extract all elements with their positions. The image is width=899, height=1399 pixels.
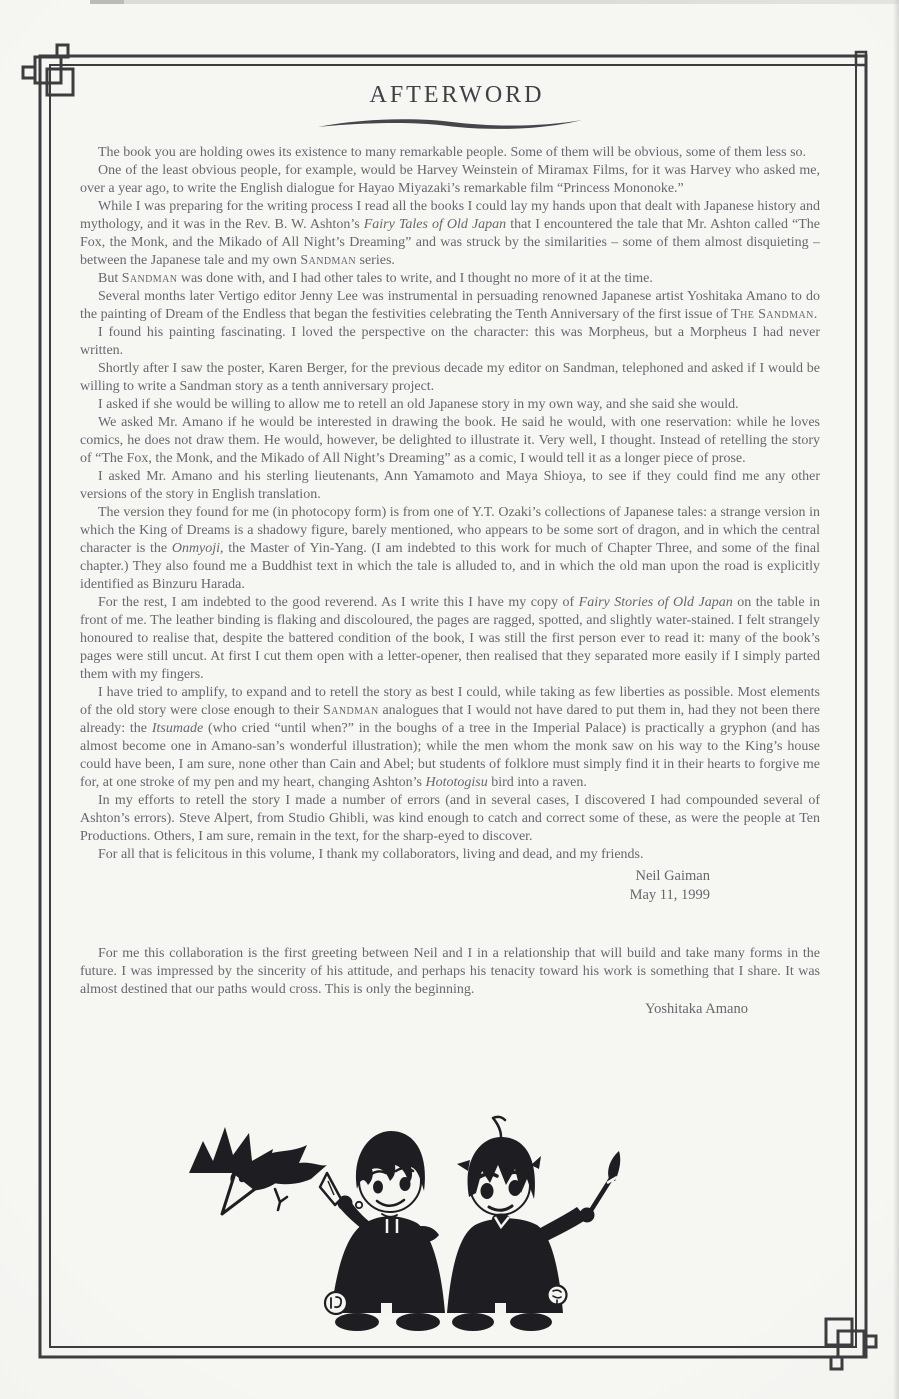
paragraph: For me this collaboration is the first greeting between Neil and I in a relationship that will build and take many forms in the future. I was impressed by the sincerity of his attitude, and perhaps his tenacity toward his work is something that I share. It was almost destined that our paths would cross. This is only the beginning. [80,946,820,997]
raven-icon [189,1127,327,1214]
signature-name: Neil Gaiman [635,868,710,884]
paragraph: For all that is felicitous in this volume, I thank my collaborators, living and dead, and my friends. [98,847,644,862]
paragraph: We asked Mr. Amano if he would be interested in drawing the book. He said he would, with one reservation: while he loves comics, he does not draw them. He would, however, be delighted to illustrate it. Very well, I thought. Instead of retelling the story of “The Fox, the Monk, and the Mikado of All Night’s Dreaming” as a comic, I would tell it as a longer piece of prose. [80,415,820,466]
signature-name: Yoshitaka Amano [645,1001,748,1017]
paragraph: Shortly after I saw the poster, Karen Berger, for the previous decade my editor on Sandman, telephoned and asked if I would be willing to write a Sandman story as a tenth anniversary project. [80,361,820,394]
afterword-text [80,144,820,864]
paragraph: I have tried to amplify, to expand and to retell the story as best I could, while taking as few liberties as possible. Most elements of the old story were close enough to their Sandman analogues that I would not have dared to put them in, had they not been there already: the Itsumade (who cried “until when?” in the boughs of a tree in the Imperial Palace) is practically a gryphon (and has almost become one in Amano-san’s wonderful illustration); while the men whom the monk saw on his way to the King’s house could have been, I am sure, none other than Cain and Abel; but students of folklore must simply find it in their hearts to forgive me for, at one stroke of my pen and my heart, changing Ashton’s Hototogisu bird into a raven. [80,685,820,790]
gaiman-signature-block [80,867,820,905]
seal-mark-left [325,1292,347,1314]
amano-note-text [80,945,820,999]
paragraph: While I was preparing for the writing process I read all the books I could lay my hands upon that dealt with Japanese history and mythology, and it was in the Rev. B. W. Ashton’s Fairy Tales of Old Japan that I encountered the tale that Mr. Ashton called “The Fox, the Monk, and the Mikado of All Night’s Dreaming” and was struck by the similarities – some of them almost disquieting – between the Japanese tale and my own Sandman series. [80,199,820,268]
paragraph: I found his painting fascinating. I loved the perspective on the character: this was Morpheus, but a Morpheus I had never written. [80,325,820,358]
paragraph: I asked Mr. Amano and his sterling lieutenants, Ann Yamamoto and Maya Shioya, to see if they could find me any other versions of the story in English translation. [80,469,820,502]
paragraph: The book you are holding owes its existence to many remarkable people. Some of them will be obvious, some of them less so. [98,145,807,160]
paragraph: For the rest, I am indebted to the good reverend. As I write this I have my copy of Fairy Stories of Old Japan on the table in front of me. The leather binding is flaking and discoloured, the pages are ragged, spotted, and slightly water-stained. I felt strangely honoured to realise that, despite the battered condition of the book, I was still the first person ever to read it: many of the book’s pages were still uncut. At first I cut them open with a letter-opener, then realised that they separated more easily if I simply parted them with my fingers. [80,595,820,682]
paragraph: One of the least obvious people, for example, would be Harvey Weinstein of Miramax Films, for it was Harvey who asked me, over a year ago, to write the English dialogue for Hayao Miyazaki’s remarkable film “Princess Mononoke.” [80,163,820,196]
ink-illustration [175,1115,665,1340]
seal-mark-right [548,1286,567,1305]
page-content [80,82,820,1019]
paragraph: In my efforts to retell the story I made a number of errors (and in several cases, I discovered I had compounded several of Ashton’s errors). Steve Alpert, from Studio Ghibli, was kind enough to catch and correct some of these, as were the people at Ten Productions. Others, I am sure, remain in the text, for the sharp-eyed to discover. [80,793,820,844]
page-title: AFTERWORD [369,82,545,108]
title-underline-flourish [316,116,584,132]
amano-caricature-with-paintbrush [447,1117,620,1331]
paragraph: But Sandman was done with, and I had other tales to write, and I thought no more of it at the time. [98,271,653,286]
corner-ornament-bottom-right [826,1319,876,1369]
amano-signature-block [80,1000,820,1019]
paragraph: I asked if she would be willing to allow me to retell an old Japanese story in my own way, and she said she would. [98,397,739,412]
paragraph: Several months later Vertigo editor Jenny Lee was instrumental in persuading renowned Japanese artist Yoshitaka Amano to do the painting of Dream of the Endless that began the festivities celebrating the Tenth Anniversary of the first issue of The Sandman. [80,289,820,322]
corner-ornament-top-left [23,45,73,95]
signature-date: May 11, 1999 [629,887,710,903]
paragraph: The version they found for me (in photocopy form) is from one of Y.T. Ozaki’s collections of Japanese tales: a strange version in which the King of Dreams is a shadowy figure, barely mentioned, who appears to be some sort of dragon, and in which the central character is the Onmyoji, the Master of Yin-Yang. (I am indebted to this work for much of Chapter Three, and some of the final chapter.) They also found me a Buddhist text in which the tale is alluded to, and in which the old man upon the road is explicitly identified as Binzuru Harada. [80,505,820,592]
